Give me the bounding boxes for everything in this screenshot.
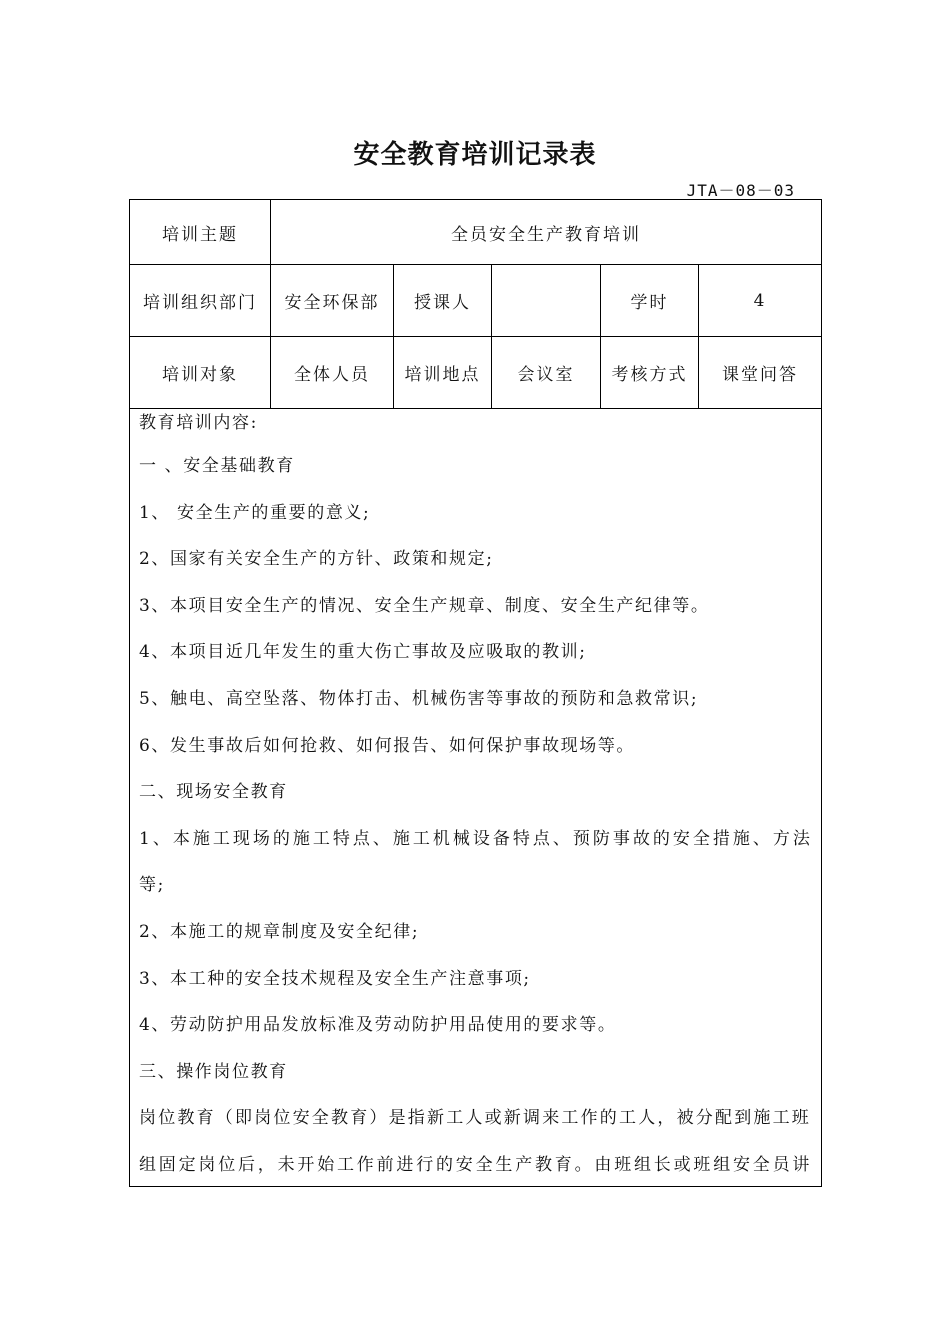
document-code: JTA－08－03 <box>686 181 795 200</box>
content-line: 三、操作岗位教育 <box>139 1061 288 1082</box>
content-line: 3、本项目安全生产的情况、安全生产规章、制度、安全生产纪律等。 <box>139 595 710 616</box>
content-line: 2、国家有关安全生产的方针、政策和规定; <box>139 549 494 570</box>
content-line: 6、发生事故后如何抢救、如何报告、如何保护事故现场等。 <box>139 735 636 756</box>
org-label: 培训组织部门 <box>143 293 257 313</box>
topic-label: 培训主题 <box>162 224 238 245</box>
assessment-label: 考核方式 <box>611 365 688 385</box>
hours-label: 学时 <box>630 293 669 313</box>
content-line: 一 、安全基础教育 <box>139 456 295 476</box>
location-value: 会议室 <box>517 365 575 385</box>
lecturer-value <box>492 265 600 336</box>
content-line: 4、本项目近几年发生的重大伤亡事故及应吸取的教训; <box>139 642 587 663</box>
assessment-value: 课堂问答 <box>722 365 798 385</box>
content-line: 二、现场安全教育 <box>139 782 288 803</box>
topic-value: 全员安全生产教育培训 <box>451 224 641 245</box>
content-line: 3、本工种的安全技术规程及安全生产注意事项; <box>139 968 531 989</box>
audience-value: 全体人员 <box>294 365 370 385</box>
content-line: 1、本施工现场的施工特点、施工机械设备特点、预防事故的安全措施、方法 <box>139 828 813 849</box>
content-line: 等; <box>139 875 165 896</box>
content-line: 4、劳动防护用品发放标准及劳动防护用品使用的要求等。 <box>139 1015 617 1036</box>
content-line: 组固定岗位后，未开始工作前进行的安全生产教育。由班组长或班组安全员讲 <box>139 1154 813 1175</box>
hours-value: 4 <box>753 290 767 311</box>
lecturer-label: 授课人 <box>414 293 471 313</box>
org-value: 安全环保部 <box>284 293 380 313</box>
location-label: 培训地点 <box>404 365 481 385</box>
document-title: 安全教育培训记录表 <box>353 140 597 170</box>
content-line: 岗位教育（即岗位安全教育）是指新工人或新调来工作的工人，被分配到施工班 <box>139 1108 811 1129</box>
content-heading: 教育培训内容: <box>139 413 258 433</box>
training-content <box>139 403 814 1189</box>
audience-label: 培训对象 <box>162 365 238 385</box>
content-line: 1、 安全生产的重要的意义; <box>139 502 371 523</box>
content-line: 5、触电、高空坠落、物体打击、机械伤害等事故的预防和急救常识; <box>139 688 699 709</box>
content-line: 2、本施工的规章制度及安全纪律; <box>139 921 420 942</box>
